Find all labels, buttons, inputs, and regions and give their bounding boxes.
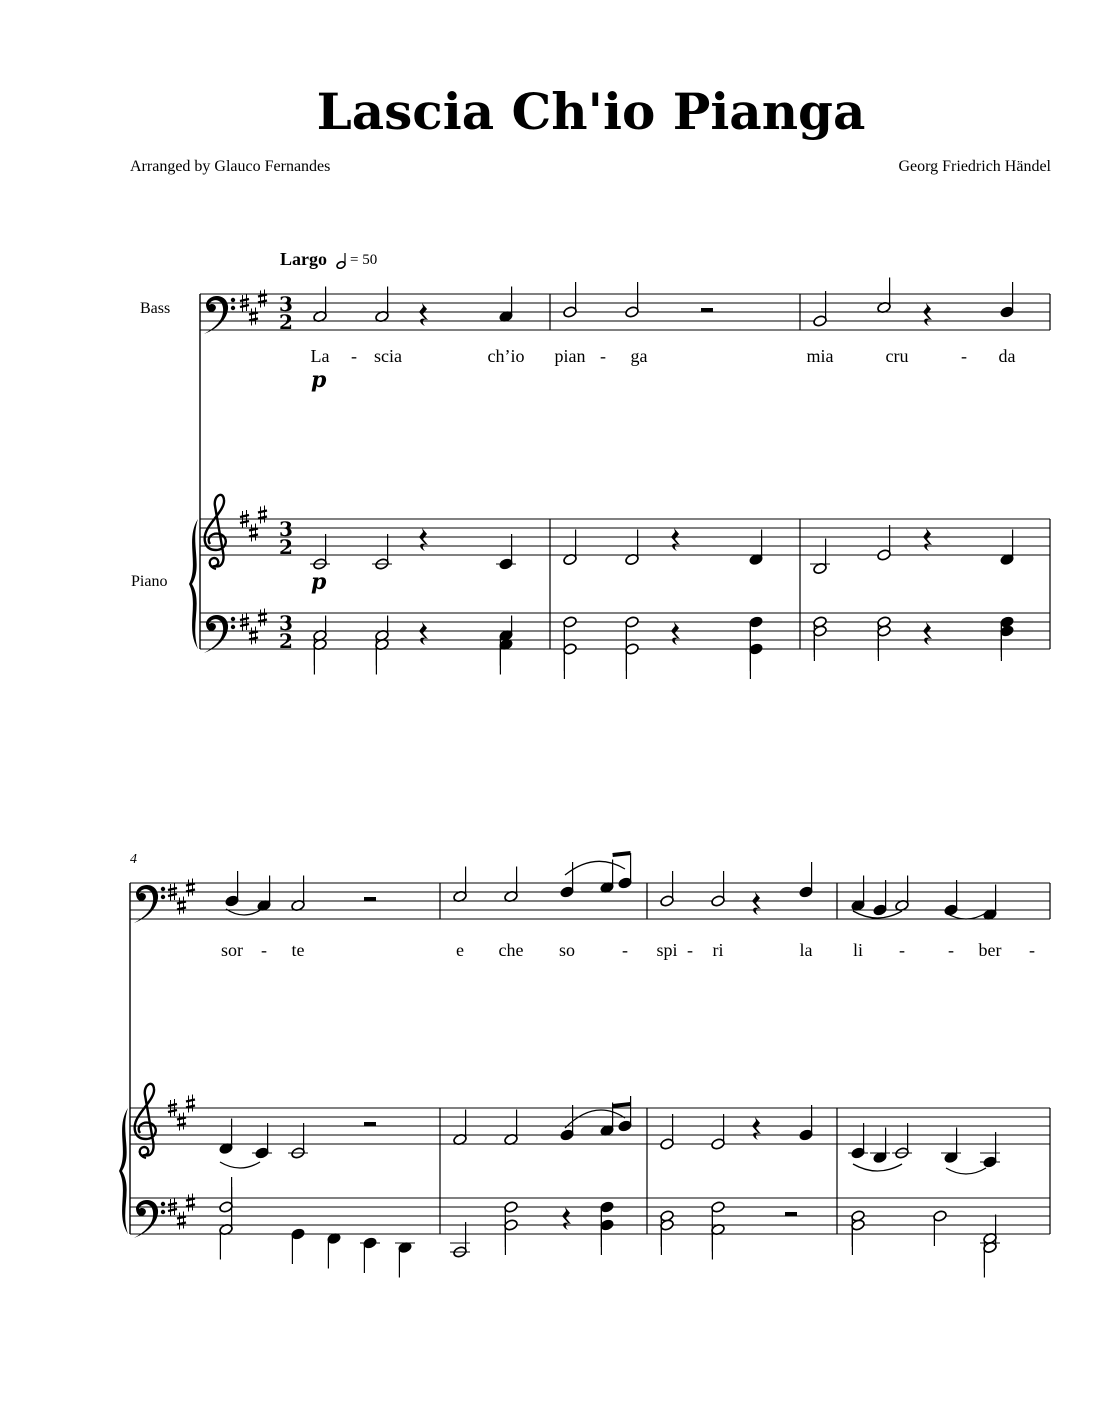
quarter-rest [419, 303, 428, 326]
score-title: Lascia Ch'io Pianga [316, 82, 866, 141]
lyric-syllable: te [291, 940, 305, 960]
quarter-rest [923, 303, 932, 326]
sharp-sign [168, 1203, 177, 1205]
treble-clef [205, 495, 226, 569]
sharp-sign [249, 535, 258, 537]
sharp-sign [258, 295, 267, 297]
time-signature-denominator: 2 [279, 629, 293, 653]
sharp-sign [258, 614, 267, 616]
half-rest [364, 1122, 376, 1127]
treble-clef [135, 1084, 156, 1158]
lyric-syllable: so [558, 940, 576, 960]
lyric-hyphen: - [899, 940, 905, 960]
sharp-sign [186, 890, 195, 892]
measure-number: 4 [130, 852, 137, 867]
sharp-sign [177, 1217, 186, 1219]
dynamic-piano: p [311, 569, 327, 595]
lyric-syllable: da [998, 346, 1016, 366]
sharp-sign [258, 517, 267, 519]
bass-clef-dot [161, 887, 165, 891]
lyric-syllable: scia [374, 346, 402, 366]
piano-brace [119, 1108, 128, 1234]
metronome-value: = 50 [350, 252, 378, 268]
sharp-sign [177, 1223, 186, 1225]
time-signature-denominator: 2 [279, 310, 293, 334]
time-signature-numerator: 3 [279, 517, 293, 541]
sharp-sign [168, 1209, 177, 1211]
lyric-hyphen: - [622, 940, 628, 960]
sharp-sign [186, 1106, 195, 1108]
lyric-syllable: cru [885, 346, 909, 366]
sharp-sign [177, 1118, 186, 1120]
sharp-sign [168, 888, 177, 890]
sharp-sign [186, 1100, 195, 1102]
bass-clef-dot [231, 298, 235, 302]
slur [220, 1162, 260, 1168]
slur [565, 861, 625, 875]
sharp-sign [186, 1199, 195, 1201]
slur [853, 1164, 902, 1171]
lyric-hyphen: - [948, 940, 954, 960]
sharp-sign [168, 894, 177, 896]
sharp-sign [240, 521, 249, 523]
lyric-syllable: che [498, 940, 524, 960]
sharp-sign [249, 319, 258, 321]
bass-clef [134, 1200, 158, 1238]
time-signature-numerator: 3 [279, 292, 293, 316]
bass-clef-dot [231, 306, 235, 310]
slur [565, 1110, 625, 1128]
lyric-hyphen: - [1029, 940, 1035, 960]
quarter-rest [671, 622, 680, 645]
quarter-rest [671, 528, 680, 551]
lyric-hyphen: - [261, 940, 267, 960]
lyric-syllable: La [310, 346, 330, 366]
bass-clef [204, 296, 228, 334]
sharp-sign [249, 529, 258, 531]
sharp-sign [240, 618, 249, 620]
dynamic-voice: p [311, 367, 327, 393]
bass-clef [204, 615, 228, 653]
sharp-sign [240, 515, 249, 517]
bass-clef-dot [231, 617, 235, 621]
lyric-hyphen: - [351, 346, 357, 366]
sharp-sign [186, 884, 195, 886]
lyric-syllable: ber [978, 940, 1002, 960]
sharp-sign [249, 313, 258, 315]
bass-clef-dot [161, 1202, 165, 1206]
beam [613, 853, 631, 855]
sharp-sign [249, 632, 258, 634]
sharp-sign [240, 305, 249, 307]
quarter-rest [752, 1117, 761, 1140]
half-rest [364, 897, 376, 902]
lyric-syllable: spi [656, 940, 678, 960]
half-rest [785, 1212, 797, 1217]
lyric-syllable: sor [221, 940, 243, 960]
instrument-label-bass: Bass [140, 300, 171, 317]
time-signature-numerator: 3 [279, 611, 293, 635]
arranger-credit: Arranged by Glauco Fernandes [130, 158, 331, 175]
lyric-syllable: ch’io [487, 346, 525, 366]
slur [946, 1168, 986, 1174]
sharp-sign [177, 1124, 186, 1126]
lyric-syllable: ri [712, 940, 724, 960]
bass-clef-dot [161, 1210, 165, 1214]
sharp-sign [258, 511, 267, 513]
quarter-rest [923, 528, 932, 551]
sharp-sign [240, 299, 249, 301]
lyric-syllable: li [852, 940, 864, 960]
lyric-syllable: la [799, 940, 813, 960]
sharp-sign [186, 1205, 195, 1207]
lyric-syllable: e [456, 940, 464, 960]
lyric-syllable: pian [554, 346, 586, 366]
sharp-sign [258, 301, 267, 303]
tempo-marking: Largo [280, 249, 327, 269]
sharp-sign [177, 908, 186, 910]
half-rest [701, 308, 713, 313]
bass-clef [134, 885, 158, 923]
bass-clef-dot [231, 625, 235, 629]
lyric-syllable: ga [630, 346, 648, 366]
piano-brace [189, 519, 198, 649]
lyric-hyphen: - [687, 940, 693, 960]
lyric-hyphen: - [961, 346, 967, 366]
bass-clef-dot [161, 895, 165, 899]
quarter-rest [419, 528, 428, 551]
time-signature-denominator: 2 [279, 535, 293, 559]
lyric-syllable: mia [806, 346, 834, 366]
beam [613, 1104, 631, 1106]
quarter-rest [419, 622, 428, 645]
composer-credit: Georg Friedrich Händel [898, 158, 1051, 175]
quarter-rest [562, 1207, 571, 1230]
sharp-sign [240, 624, 249, 626]
sharp-sign [168, 1110, 177, 1112]
sharp-sign [249, 638, 258, 640]
sharp-sign [168, 1104, 177, 1106]
sharp-sign [177, 902, 186, 904]
quarter-rest [752, 892, 761, 915]
quarter-rest [923, 622, 932, 645]
sharp-sign [258, 620, 267, 622]
lyric-hyphen: - [600, 346, 606, 366]
instrument-label-piano: Piano [131, 573, 168, 590]
